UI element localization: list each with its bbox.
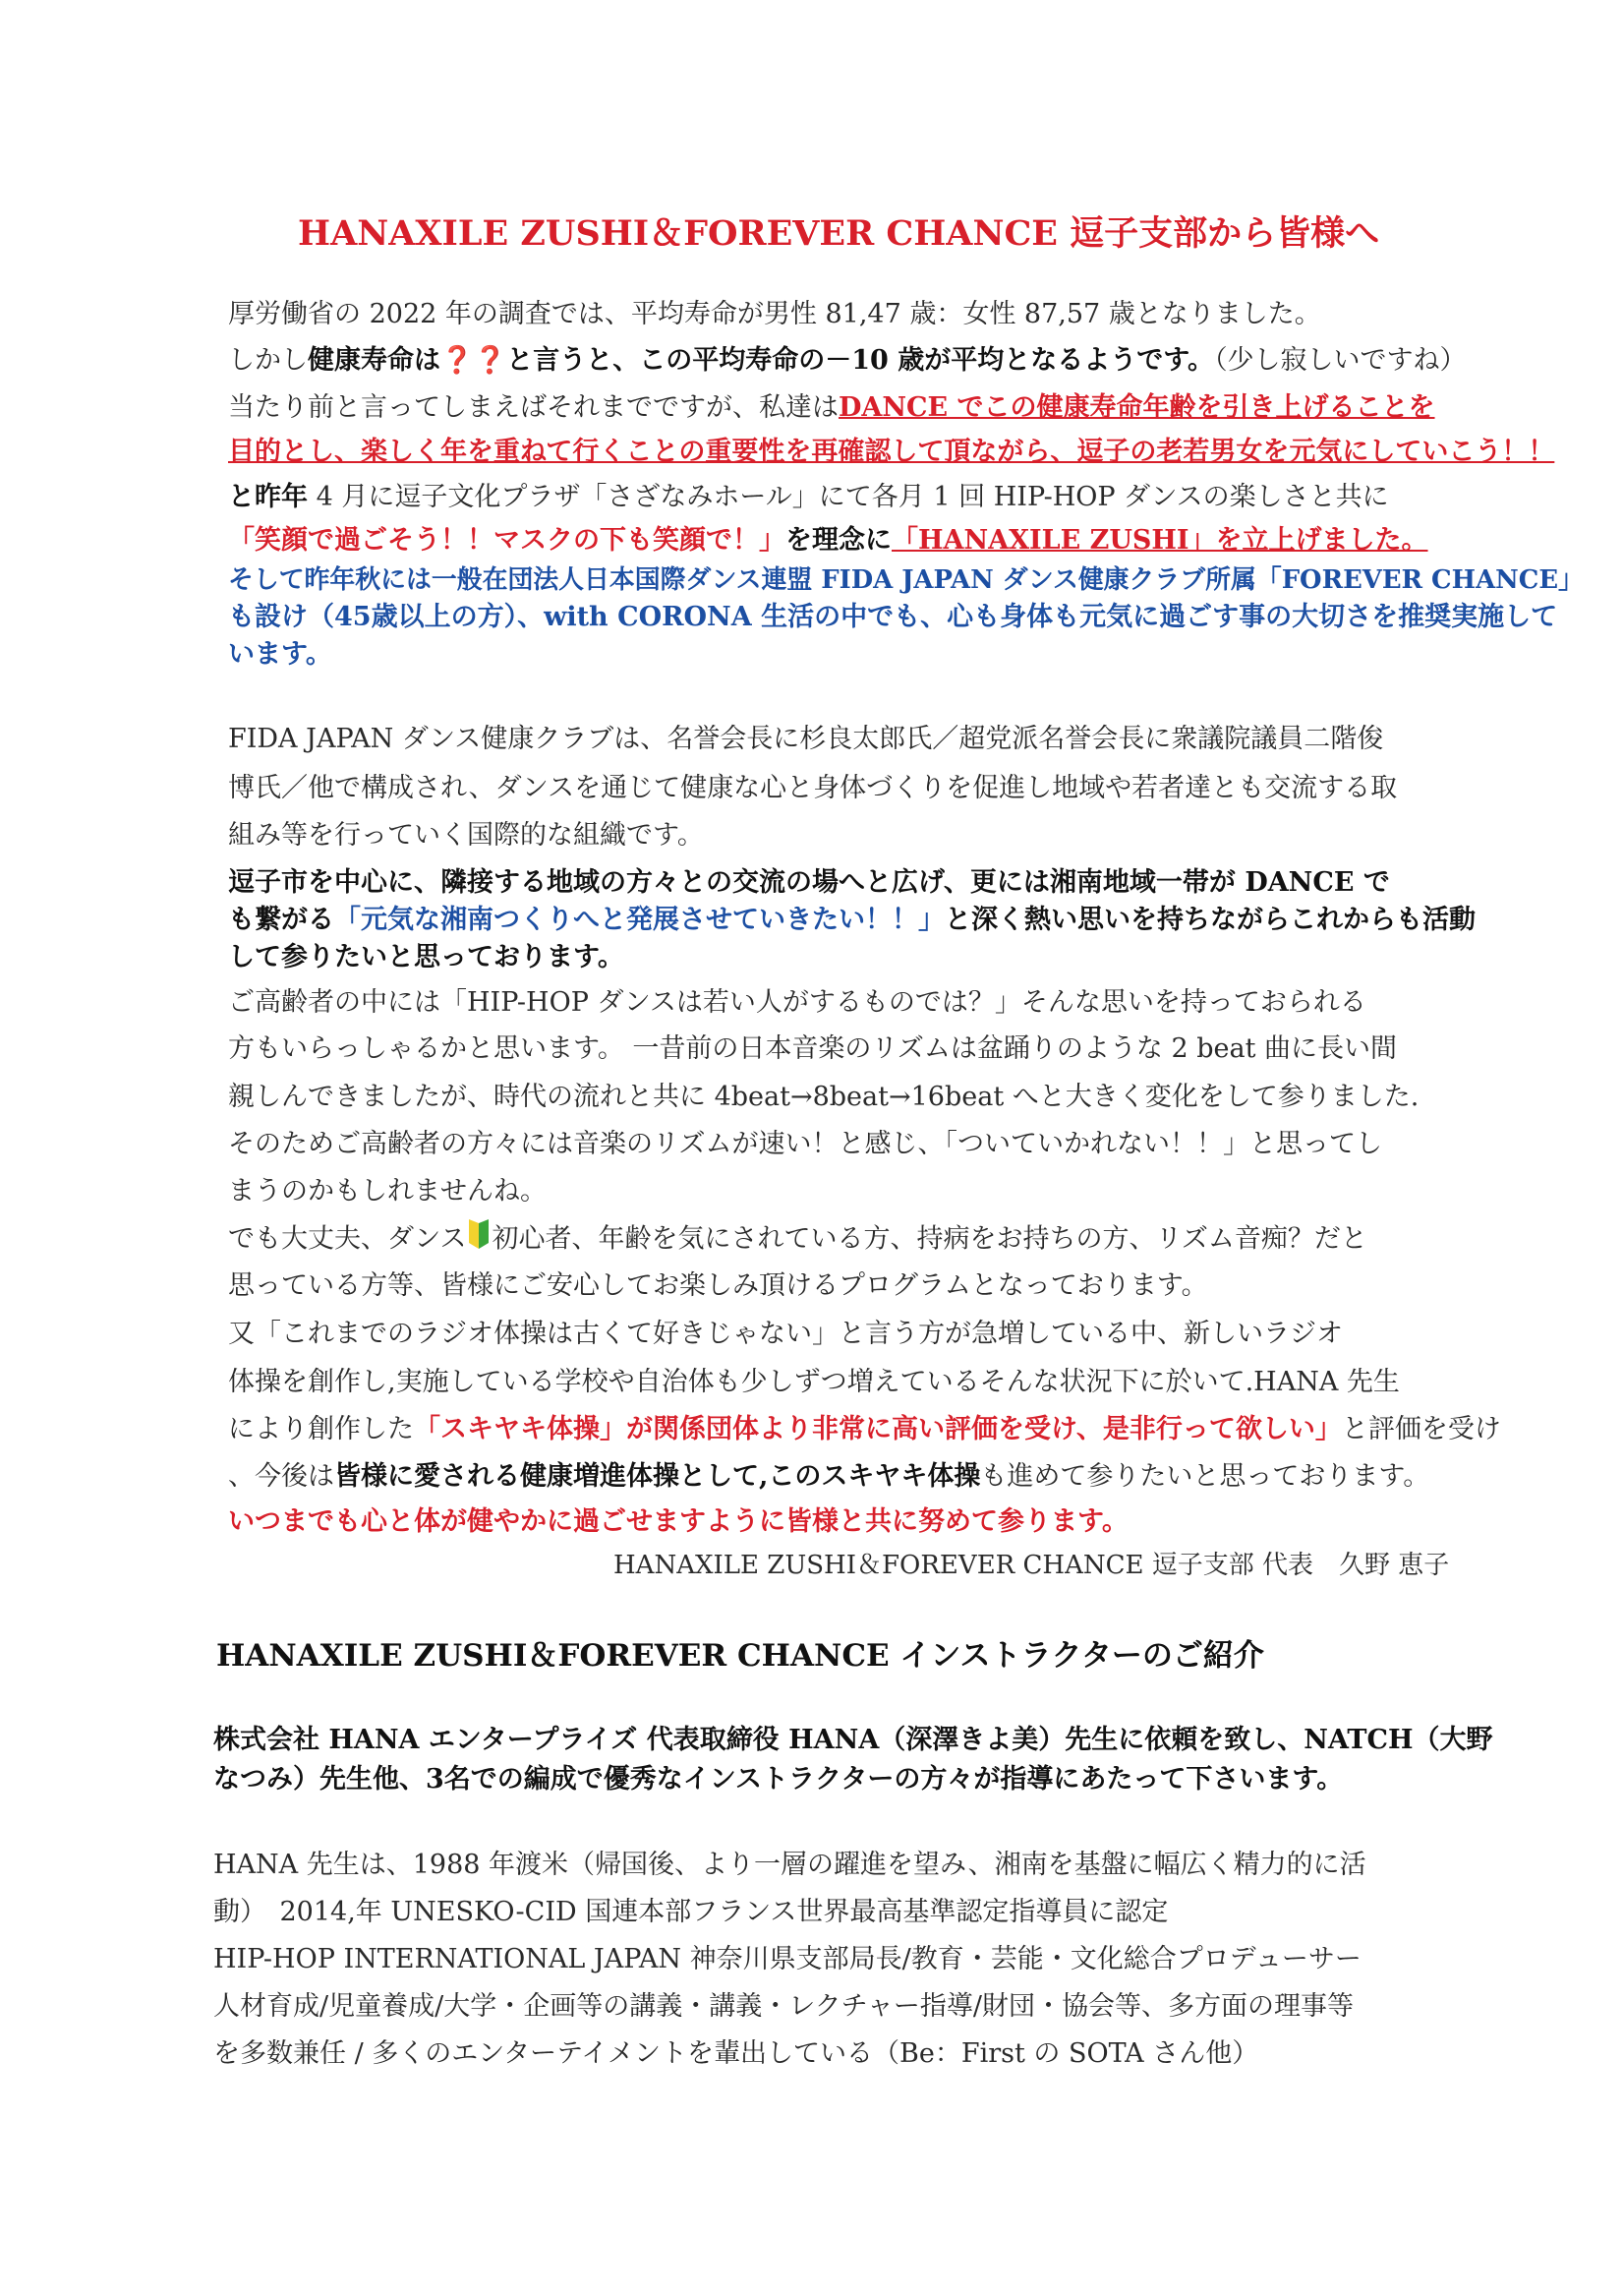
p1-l6-text: を理念に [785, 525, 892, 556]
instructor-line-3: HIP-HOP INTERNATIONAL JAPAN 神奈川県支部局長/教育・芸能・文化総合プロデューサー [213, 1944, 1362, 1974]
p2-line-7: ご高齢者の中には「HIP-HOP ダンスは若い人がするものでは？」そんな思いを持っておられる [228, 987, 1366, 1018]
signature: HANAXILE ZUSHI＆FOREVER CHANCE 逗子支部 代表 久野 恵子 [613, 1551, 1450, 1580]
p2-l16-text: により創作した [228, 1414, 414, 1444]
p2-line-10: そのためご高齢者の方々には音楽のリズムが速い！と感じ、「ついていかれない！！」と思ってし [228, 1129, 1382, 1159]
p2-l12-text: でも大丈夫、ダンス [228, 1223, 467, 1255]
p2-line-14: 又「これまでのラジオ体操は古くて好きじゃない」と言う方が急増している中、新しいラジオ [228, 1319, 1343, 1349]
p2-l5-highlight: 「元気な湘南つくりへと発展させていきたい！！」 [334, 905, 945, 935]
p2-line-13: 思っている方等、皆様にご安心してお楽しみ頂けるプログラムとなっております。 [228, 1270, 1208, 1301]
p1-line-5 [228, 478, 1389, 517]
p1-l6-launch: 「HANAXILE ZUSHI」を立上げました。 [892, 525, 1428, 556]
p2-line-2: 博氏／他で構成され、ダンスを通じて健康な心と身体づくりを促進し地域や若者達とも交流する取 [228, 773, 1398, 803]
p1-l2-bold: 健康寿命は❓❓と言うと、この平均寿命の－10 歳が平均となるようです。 [308, 345, 1215, 376]
instructor-heading: HANAXILE ZUSHI＆FOREVER CHANCE インストラクターのご紹介 [216, 1638, 1264, 1674]
instructor-line-2: 動） 2014,年 UNESKO-CID 国連本部フランス世界最高基準認定指導員に認定 [213, 1897, 1169, 1927]
p2-line-1: FIDA JAPAN ダンス健康クラブは、名誉会長に杉良太郎氏／超党派名誉会長に衆議院議員二階俊 [228, 724, 1384, 754]
p2-line-5 [228, 901, 1476, 940]
p2-l16-tail: と評価を受け [1341, 1414, 1501, 1444]
instructor-line-5: を多数兼任 / 多くのエンターテイメントを輩出している（Be：First の SOTA さん他） [213, 2038, 1259, 2069]
p2-l5-tail: と深く熱い思いを持ちながらこれからも活動 [945, 905, 1476, 935]
p2-line-15: 体操を創作し,実施している学校や自治体も少しずつ増えているそんな状況下に於いて.HANA 先生 [228, 1367, 1400, 1397]
p1-line-2 [228, 341, 1467, 381]
p2-line-6: して参りたいと思っております。 [228, 942, 624, 972]
p1-line-6 [228, 521, 1428, 560]
p2-line-17 [228, 1457, 1429, 1497]
p1-line-8: も設け（45歳以上の方）、with CORONA 生活の中でも、心も身体も元気に過ごす事の大切さを推奨実施して [228, 602, 1558, 632]
p2-line-4: 逗子市を中心に、隣接する地域の方々との交流の場へと広げ、更には湘南地域一帯が DANCE で [228, 867, 1390, 898]
p1-l3-highlight: DANCE でこの健康寿命年齢を引き上げることを [839, 392, 1435, 423]
page-title: HANAXILE ZUSHI＆FOREVER CHANCE 逗子支部から皆様へ [298, 213, 1380, 254]
instructor-bold-line-1: 株式会社 HANA エンタープライズ 代表取締役 HANA（深澤きよ美）先生に依頼を致し、NATCH（大野 [213, 1725, 1493, 1755]
p1-line-9: います。 [228, 639, 332, 670]
p1-l2-aside: （少し寂しいですね） [1214, 345, 1467, 376]
instructor-line-4: 人材育成/児童養成/大学・企画等の講義・講義・レクチャー指導/財団・協会等、多方面の理事等 [213, 1991, 1354, 2022]
p1-line-4: 目的とし、楽しく年を重ねて行くことの重要性を再確認して頂ながら、逗子の老若男女を元気にしていこう！！ [228, 437, 1555, 467]
p1-line-1: 厚労働省の 2022 年の調査では、平均寿命が男性 81,47 歳：女性 87,57 歳となりました。 [228, 299, 1321, 329]
p2-line-12 [228, 1219, 1367, 1261]
p2-line-16 [228, 1410, 1501, 1449]
shoshinsha-mark-icon [468, 1219, 490, 1261]
p2-l17-tail: も進めて参りたいと思っております。 [980, 1461, 1430, 1492]
p2-l16-highlight: 「スキヤキ体操」が関係団体より非常に高い評価を受け、是非行って欲しい」 [414, 1414, 1342, 1444]
p2-line-9: 親しんできましたが、時代の流れと共に 4beat→8beat→16beat へと大きく変化をして参りました. [228, 1082, 1420, 1112]
p2-l17-bold-2: ,このスキヤキ体操 [759, 1461, 981, 1492]
p2-l12-tail: 初心者、年齢を気にされている方、持病をお持ちの方、リズム音痴？だと [492, 1223, 1367, 1255]
p1-line-3 [228, 388, 1435, 428]
p1-l3-text: 当たり前と言ってしまえばそれまでですが、私達は [228, 392, 839, 423]
p1-l6-motto: 「笑顔で過ごそう！！マスクの下も笑顔で！」 [228, 525, 785, 556]
p2-line-18: いつまでも心と体が健やかに過ごせますように皆様と共に努めて参ります。 [228, 1506, 1129, 1537]
p2-line-8: 方もいらっしゃるかと思います。 一昔前の日本音楽のリズムは盆踊りのような 2 beat 曲に長い間 [228, 1033, 1398, 1064]
p2-l17-bold: 皆様に愛される健康増進体操として [334, 1461, 759, 1492]
p2-l17-text: 、今後は [228, 1461, 334, 1492]
p2-l5-text: も繋がる [228, 905, 334, 935]
p1-l5-text: 4 月に逗子文化プラザ「さざなみホール」にて各月 1 回 HIP-HOP ダンスの楽しさと共に [308, 482, 1389, 512]
p1-line-7: そして昨年秋には一般在団法人日本国際ダンス連盟 FIDA JAPAN ダンス健康クラブ所属「FOREVER CHANCE」 [228, 565, 1584, 595]
instructor-line-1: HANA 先生は、1988 年渡米（帰国後、より一層の躍進を望み、湘南を基盤に幅広く精力的に活 [213, 1850, 1366, 1880]
p1-l5-bold: と昨年 [228, 482, 308, 512]
p2-line-11: まうのかもしれませんね。 [228, 1176, 547, 1207]
p1-l2-prefix: しかし [228, 345, 308, 376]
instructor-bold-line-2: なつみ）先生他、3名での編成で優秀なインストラクターの方々が指導にあたって下さいます。 [213, 1764, 1344, 1795]
p2-line-3: 組み等を行っていく国際的な組織です。 [228, 820, 704, 851]
